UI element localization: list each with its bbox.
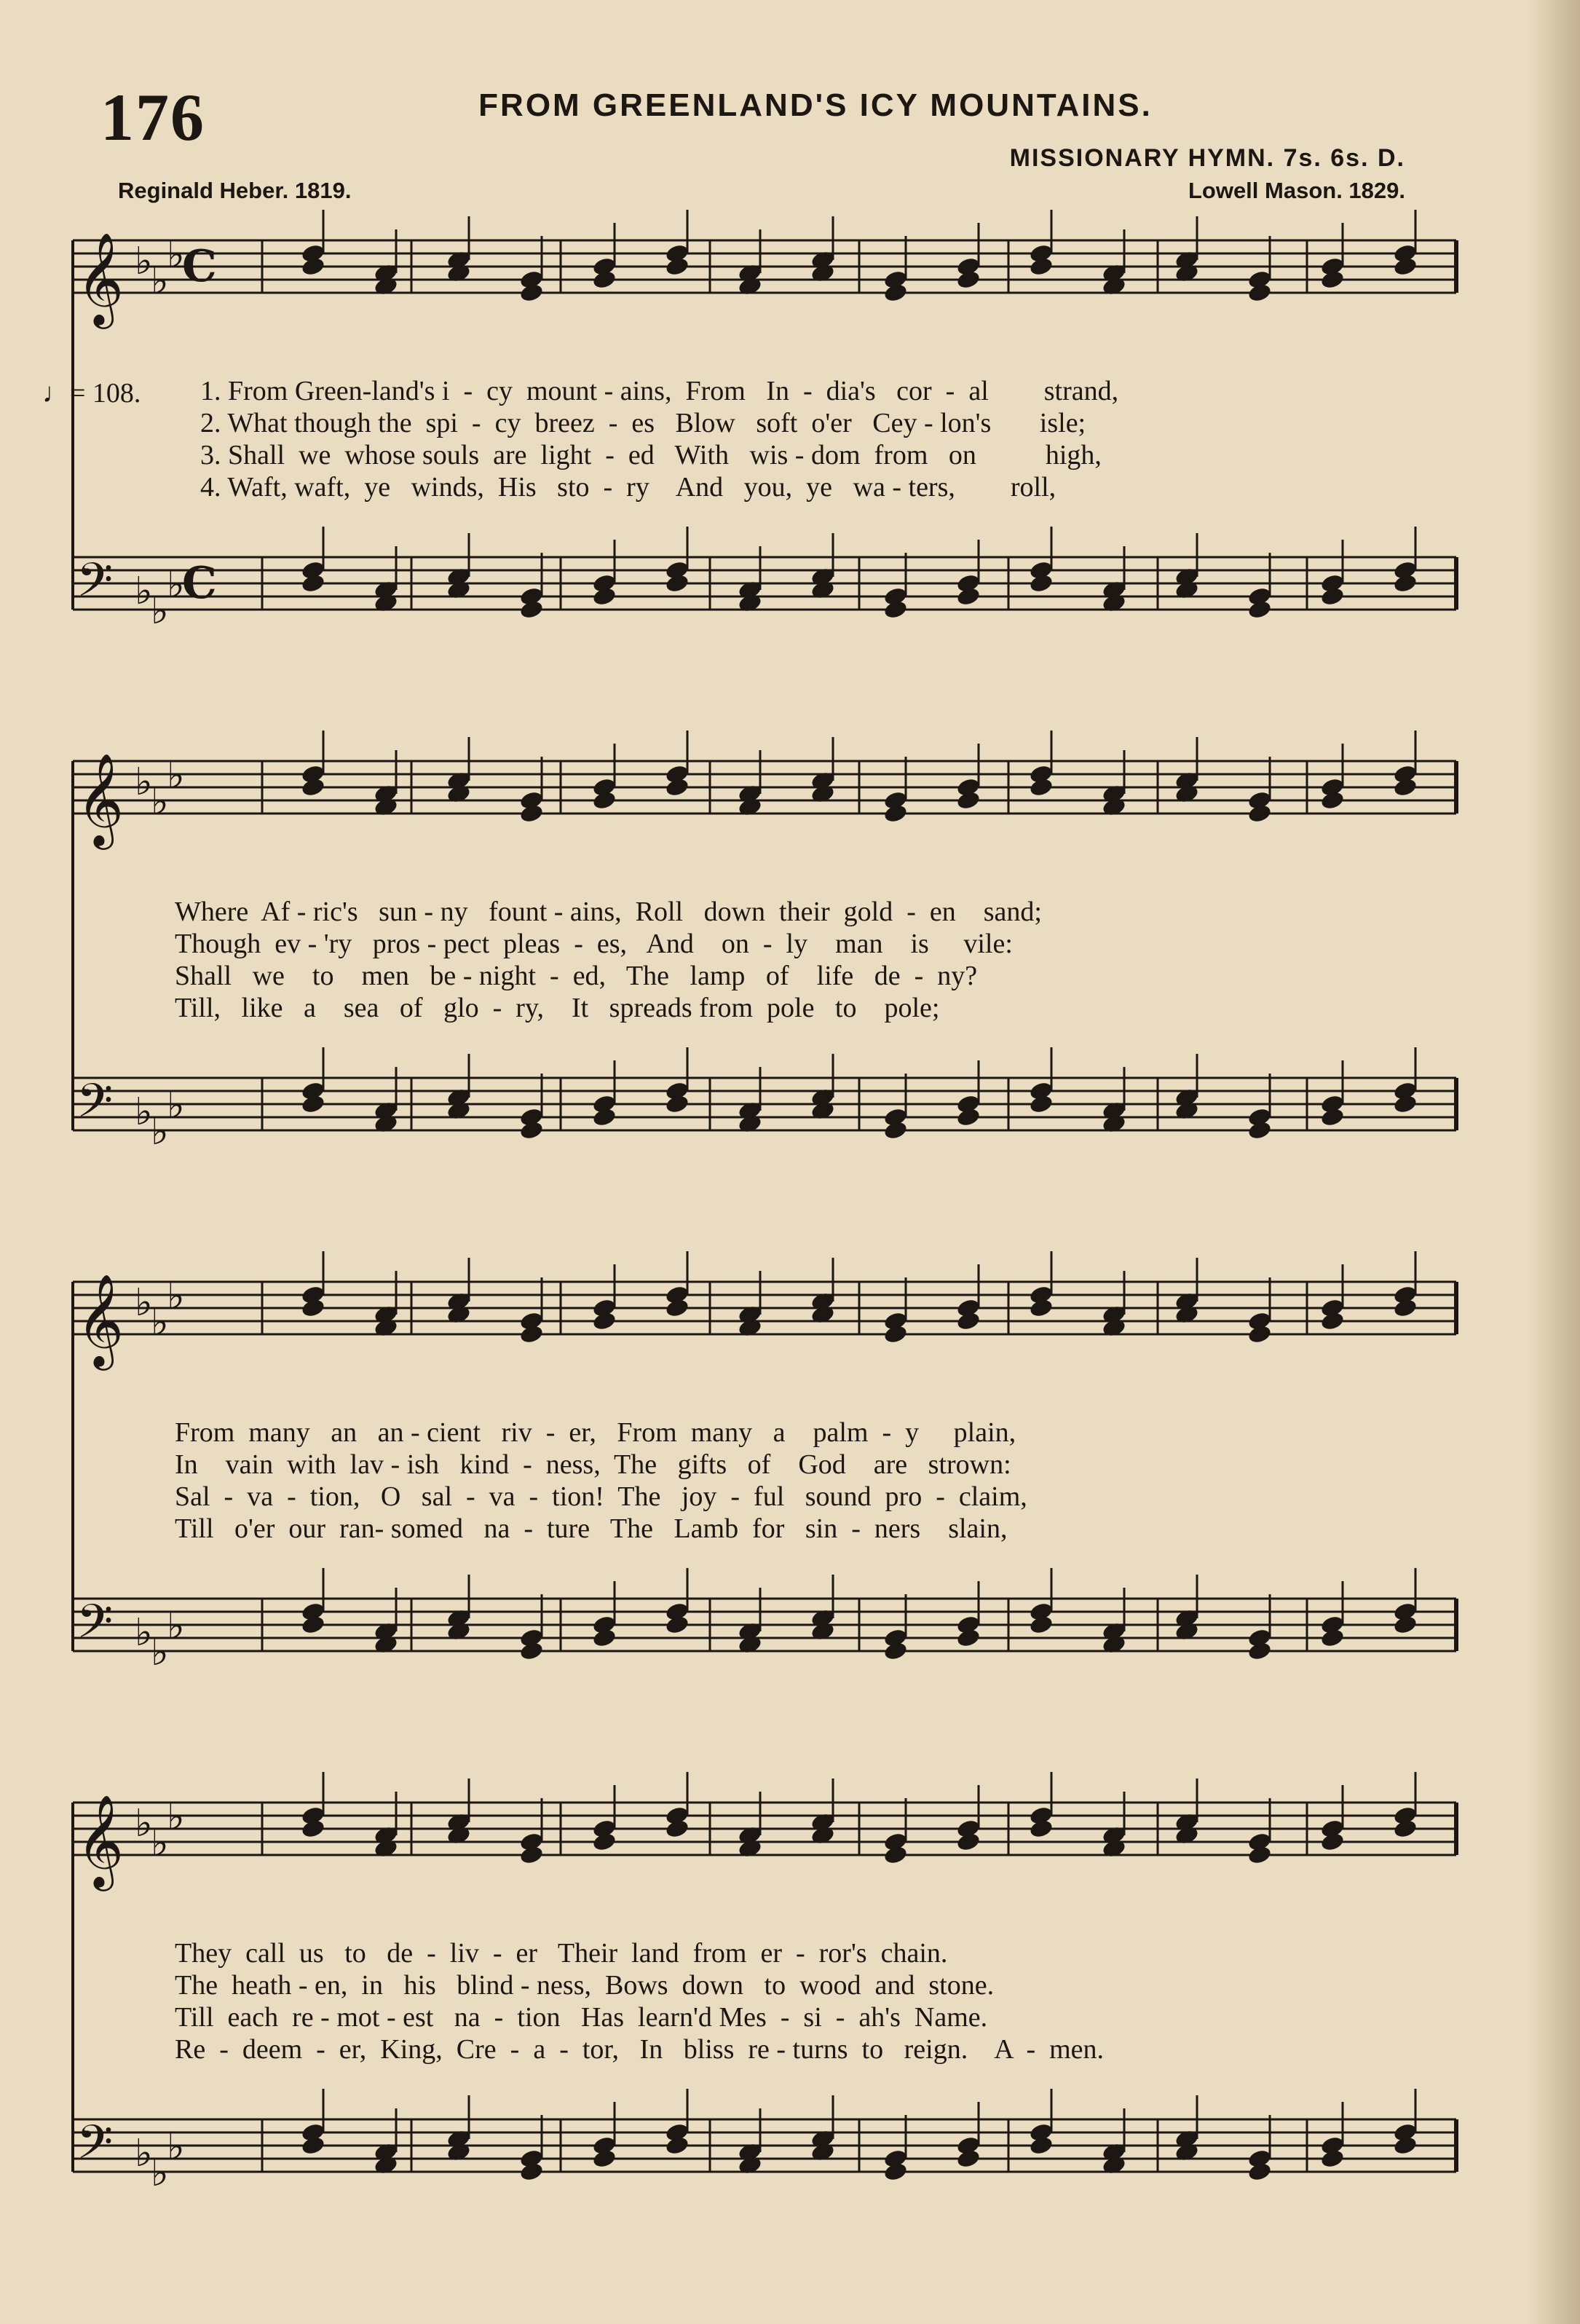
lyric-line: Re - deem - er, King, Cre - a - tor, In bliss re - turns to reign. A - men.: [175, 2034, 1105, 2065]
lyric-line: 1. From Green-land's i - cy mount - ains, From In - dia's cor - al strand,: [200, 376, 1119, 406]
lyric-line: 2. What though the spi - cy breez - es Blow soft o'er Cey - lon's isle;: [200, 408, 1086, 438]
lyric-line: Though ev - 'ry pros - pect pleas - es, And on - ly man is vile:: [175, 929, 1013, 959]
composer-credit: Lowell Mason. 1829.: [1188, 178, 1405, 203]
lyric-line: The heath - en, in his blind - ness, Bows down to wood and stone.: [175, 1970, 995, 2001]
flat-icon: ♭: [135, 570, 153, 613]
flat-icon: ♭: [151, 1301, 169, 1344]
flat-icon: ♭: [135, 1090, 153, 1134]
treble-clef: 𝄞: [76, 1794, 125, 1887]
flat-icon: ♭: [151, 780, 169, 824]
flat-icon: ♭: [167, 1275, 185, 1318]
lyric-line: From many an an - cient riv - er, From many a palm - y plain,: [175, 1417, 1016, 1448]
flat-icon: ♭: [135, 1802, 153, 1846]
bass-clef: 𝄢: [76, 554, 114, 619]
lyric-line: Till, like a sea of glo - ry, It spreads from pole to pole;: [175, 993, 940, 1023]
flat-icon: ♭: [151, 1110, 169, 1154]
staves: [73, 210, 1456, 2195]
hymn-number: 176: [100, 80, 205, 154]
flat-icon: ♭: [151, 259, 169, 303]
flat-icon: ♭: [167, 754, 185, 797]
tempo-marking: ♩= 108.: [42, 378, 141, 409]
lyric-line: 4. Waft, waft, ye winds, His sto - ry And you, ye wa - ters, roll,: [200, 472, 1056, 503]
flat-icon: ♭: [167, 563, 185, 607]
treble-clef: 𝄞: [76, 1273, 125, 1366]
lyric-line: Sal - va - tion, O sal - va - tion! The joy - ful sound pro - claim,: [175, 1481, 1027, 1512]
treble-clef: 𝄞: [76, 752, 125, 846]
flat-icon: ♭: [167, 1604, 185, 1648]
treble-clef: 𝄞: [76, 232, 125, 325]
lyric-line: In vain with lav - ish kind - ness, The gifts of God are strown:: [175, 1449, 1011, 1480]
flat-icon: ♭: [135, 2132, 153, 2175]
flat-icon: ♭: [167, 1084, 185, 1127]
flat-icon: ♭: [135, 240, 153, 283]
flat-icon: ♭: [135, 760, 153, 804]
flat-icon: ♭: [151, 589, 169, 633]
lyric-line: 3. Shall we whose souls are light - ed With wis - dom from on high,: [200, 440, 1102, 470]
bass-clef: 𝄢: [76, 2116, 114, 2181]
lyric-line: Shall we to men be - night - ed, The lamp of life de - ny?: [175, 961, 978, 991]
author-credit: Reginald Heber. 1819.: [118, 178, 352, 203]
bass-clef: 𝄢: [76, 1074, 114, 1140]
bass-clef: 𝄢: [76, 1595, 114, 1661]
flat-icon: ♭: [151, 2151, 169, 2195]
hymn-title: FROM GREENLAND'S ICY MOUNTAINS.: [478, 87, 1153, 123]
lyric-line: They call us to de - liv - er Their land from er - ror's chain.: [175, 1938, 948, 1969]
tune-name: MISSIONARY HYMN. 7s. 6s. D.: [1009, 144, 1405, 172]
lyric-line: Where Af - ric's sun - ny fount - ains, Roll down their gold - en sand;: [175, 897, 1042, 927]
lyric-line: Till o'er our ran- somed na - ture The Lamb for sin - ners slain,: [175, 1513, 1008, 1544]
flat-icon: ♭: [167, 233, 185, 277]
flat-icon: ♭: [135, 1281, 153, 1325]
flat-icon: ♭: [167, 2125, 185, 2169]
lyric-line: Till each re - mot - est na - tion Has learn'd Mes - si - ah's Name.: [175, 2002, 988, 2033]
common-time-icon: C: [182, 241, 217, 292]
flat-icon: ♭: [151, 1821, 169, 1865]
flat-icon: ♭: [167, 1795, 185, 1839]
flat-icon: ♭: [135, 1611, 153, 1655]
common-time-icon: C: [182, 558, 217, 609]
flat-icon: ♭: [151, 1631, 169, 1674]
